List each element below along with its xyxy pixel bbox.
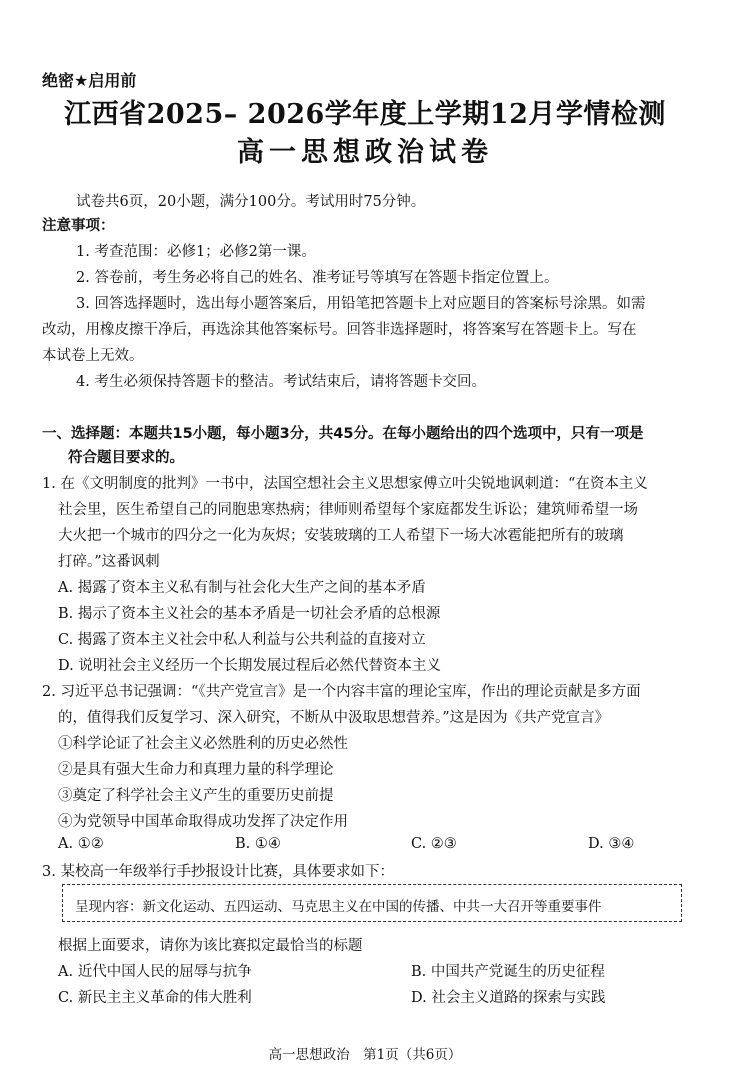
- exam-subtitle: 高一思想政治试卷: [237, 137, 493, 168]
- question-1-stem: 社会里，医生希望自己的同胞患寒热病；律师则希望每个家庭都发生诉讼；建筑师希望一场: [58, 502, 638, 518]
- confidential-label: 绝密★启用前: [42, 71, 137, 90]
- question-3-prompt: 根据上面要求，请你为该比赛拟定最恰当的标题: [58, 938, 363, 954]
- question-2-option-c: C. ②③: [411, 836, 457, 852]
- notes-heading: 注意事项：: [42, 218, 115, 234]
- question-2-item: ④为党领导中国革命取得成功发挥了决定作用: [58, 814, 348, 830]
- question-2-option-a: A. ①②: [58, 836, 104, 852]
- question-3-option-c: C. 新民主主义革命的伟大胜利: [58, 990, 252, 1006]
- section-heading-cont: 符合题目要求的。: [68, 450, 184, 466]
- question-3-option-d: D. 社会主义道路的探索与实践: [411, 990, 606, 1006]
- note-line: 本试卷上无效。: [42, 348, 144, 364]
- question-3-option-a: A. 近代中国人民的屈辱与抗争: [58, 964, 252, 980]
- question-1-stem: 大火把一个城市的四分之一化为灰烬；安装玻璃的工人希望下一场大冰雹能把所有的玻璃: [58, 528, 624, 544]
- note-line: 3. 回答选择题时，选出每小题答案后，用铅笔把答题卡上对应题目的答案标号涂黑。如需: [76, 296, 646, 312]
- question-2-option-d: D. ③④: [588, 836, 635, 852]
- question-2-stem: 2. 习近平总书记强调：“《共产党宣言》是一个内容丰富的理论宝库，作出的理论贡献是多方面: [42, 684, 641, 700]
- intro-text: 试卷共6页，20小题，满分100分。考试用时75分钟。: [76, 194, 426, 210]
- question-2-item: ②是具有强大生命力和真理力量的科学理论: [58, 762, 334, 778]
- question-1-stem: 打碎。”这番讽刺: [58, 554, 160, 570]
- question-1-option-d: D. 说明社会主义经历一个长期发展过程后必然代替资本主义: [58, 658, 441, 674]
- note-line: 4. 考生必须保持答题卡的整洁。考试结束后，请将答题卡交回。: [76, 374, 486, 390]
- note-line: 2. 答卷前，考生务必将自己的姓名、准考证号等填写在答题卡指定位置上。: [76, 270, 559, 286]
- question-1-option-a: A. 揭露了资本主义私有制与社会化大生产之间的基本矛盾: [58, 580, 426, 596]
- page-footer: 高一思想政治 第1页（共6页）: [268, 1047, 462, 1063]
- question-1-option-c: C. 揭露了资本主义社会中私人利益与公共利益的直接对立: [58, 632, 426, 648]
- question-1-option-b: B. 揭示了资本主义社会的基本矛盾是一切社会矛盾的总根源: [58, 606, 441, 622]
- section-heading: 一、选择题：本题共15小题，每小题3分，共45分。在每小题给出的四个选项中，只有一项是: [42, 426, 644, 442]
- question-1-stem: 1. 在《文明制度的批判》一书中，法国空想社会主义思想家傅立叶尖锐地讽刺道：“在资本主义: [42, 476, 648, 492]
- question-3-stem: 3. 某校高一年级举行手抄报设计比赛，具体要求如下：: [42, 864, 394, 880]
- question-2-item: ①科学论证了社会主义必然胜利的历史必然性: [58, 736, 348, 752]
- requirement-text: 呈现内容：新文化运动、五四运动、马克思主义在中国的传播、中共一大召开等重要事件: [75, 899, 602, 915]
- question-2-stem: 的，值得我们反复学习、深入研究，不断从中汲取思想营养。”这是因为《共产党宣言》: [58, 710, 610, 726]
- question-2-option-b: B. ①④: [235, 836, 281, 852]
- note-line: 改动，用橡皮擦干净后，再选涂其他答案标号。回答非选择题时，将答案写在答题卡上。写在: [42, 322, 637, 338]
- note-line: 1. 考查范围：必修1；必修2第一课。: [76, 244, 316, 260]
- question-2-item: ③奠定了科学社会主义产生的重要历史前提: [58, 788, 334, 804]
- question-3-option-b: B. 中国共产党诞生的历史征程: [411, 964, 605, 980]
- exam-title: 江西省2025– 2026学年度上学期12月学情检测: [64, 99, 666, 130]
- requirement-box: [62, 884, 682, 922]
